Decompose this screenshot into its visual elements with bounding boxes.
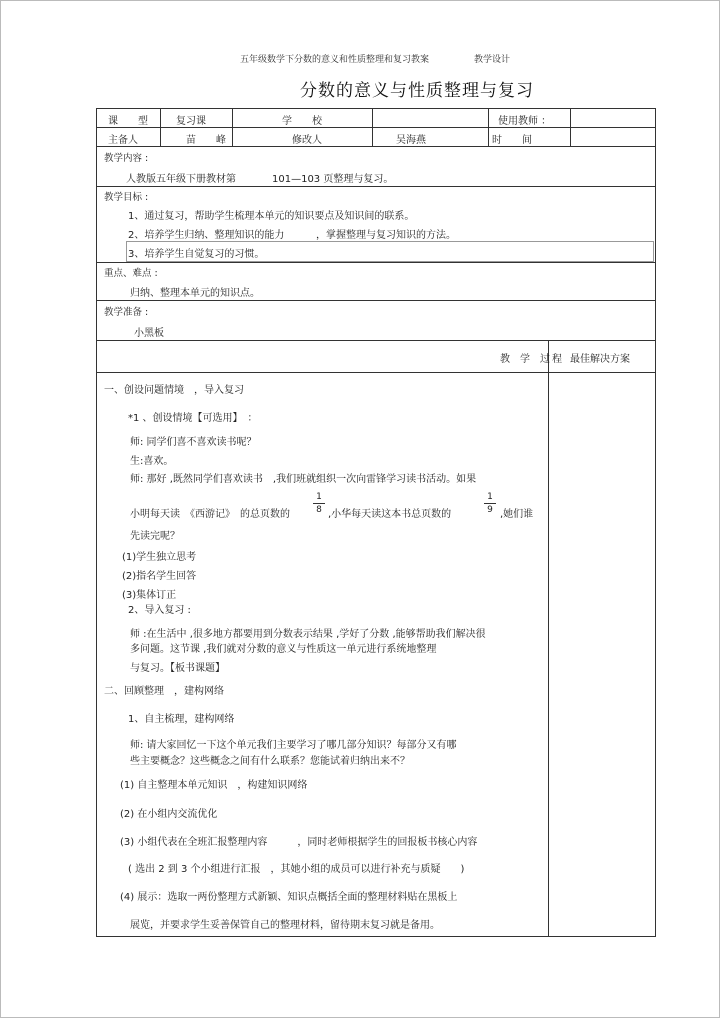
p1-line6: 先读完呢？ bbox=[130, 531, 180, 542]
divider bbox=[96, 146, 656, 147]
fraction-denominator: 9 bbox=[487, 505, 493, 515]
cell-editor-label: 修改人 bbox=[292, 135, 322, 146]
prep-text: 小黑板 bbox=[134, 328, 164, 339]
goal-1: 1、通过复习，帮助学生梳理本单元的知识要点及知识间的联系。 bbox=[128, 211, 415, 222]
p1-line12: 多问题。这节课 ,我们就对分数的意义与性质这一单元进行系统地整理 bbox=[130, 644, 437, 655]
p2-line3: 些主要概念？这些概念之间有什么联系？您能试着归纳出来不？ bbox=[130, 756, 410, 767]
cell-teacher-label: 使用教师 ： bbox=[498, 116, 552, 127]
divider bbox=[96, 262, 656, 263]
divider bbox=[96, 340, 656, 341]
divider bbox=[96, 186, 656, 187]
divider bbox=[96, 300, 656, 301]
process-label-end: 程 bbox=[552, 354, 562, 365]
process-label: 教 学 过 bbox=[500, 354, 550, 365]
p2-line8: (4) 展示：选取一两份整理方式新颖、知识点概括全面的整理材料贴在黑板上 bbox=[120, 892, 458, 903]
cell-course-type-label: 课 型 bbox=[108, 116, 148, 127]
p2-line7: ( 选出 2 到 3 个小组进行汇报 ，其她小组的成员可以进行补充与质疑 ) bbox=[128, 864, 465, 875]
cell-course-type-value: 复习课 bbox=[176, 116, 206, 127]
content-label: 教学内容 : bbox=[104, 153, 149, 164]
header-right: 教学设计 bbox=[474, 55, 511, 65]
fraction-numerator: 1 bbox=[316, 492, 322, 502]
key-text: 归纳、整理本单元的知识点。 bbox=[130, 288, 260, 299]
divider bbox=[160, 108, 161, 146]
goal-label: 教学目标 : bbox=[104, 192, 149, 203]
divider bbox=[372, 108, 373, 146]
divider bbox=[232, 108, 233, 146]
cell-lead-value: 苗 峰 bbox=[186, 135, 226, 146]
goal-2a: 2、培养学生归纳、整理知识的能力 bbox=[128, 230, 285, 241]
p2-line5: (2) 在小组内交流优化 bbox=[120, 809, 218, 820]
divider bbox=[96, 372, 656, 373]
divider bbox=[570, 108, 571, 146]
goal-3: 3、培养学生自觉复习的习惯。 bbox=[128, 249, 265, 260]
divider bbox=[488, 108, 489, 146]
p2-line4: (1) 自主整理本单元知识 ，构建知识网络 bbox=[120, 780, 308, 791]
cell-editor-value: 吴海燕 bbox=[396, 135, 426, 146]
fraction-bar bbox=[484, 503, 496, 504]
fraction-one-ninth bbox=[484, 492, 496, 515]
part1-title: 一、创设问题情境 ，导入复习 bbox=[104, 385, 244, 396]
p1-line5c: ,她们谁 bbox=[500, 509, 534, 520]
content-text-b: 101—103 页整理与复习。 bbox=[272, 174, 394, 185]
key-label: 重点、难点 : bbox=[104, 268, 158, 279]
p2-line9: 展览，并要求学生妥善保管自己的整理材料，留待期末复习就是备用。 bbox=[130, 920, 440, 931]
header-left: 五年级数学下分数的意义和性质整理和复习教案 bbox=[240, 55, 430, 65]
p2-line1: 1、自主梳理，建构网络 bbox=[128, 714, 235, 725]
divider bbox=[548, 340, 549, 937]
goal-2b: ，掌握整理与复习知识的方法。 bbox=[316, 230, 456, 241]
p1-line1: *1 、创设情境【可选用】 ： bbox=[128, 413, 258, 424]
p1-line5b: ,小华每天读这本书总页数的 bbox=[328, 509, 452, 520]
fraction-one-eighth bbox=[313, 492, 325, 515]
p1-line13: 与复习。【板书课题】 bbox=[130, 663, 225, 674]
part2-title: 二、回顾整理 ，建构网络 bbox=[104, 686, 224, 697]
fraction-bar bbox=[313, 503, 325, 504]
prep-label: 教学准备 : bbox=[104, 307, 149, 318]
cell-time-label: 时 间 bbox=[492, 135, 532, 146]
p1-line11: 师 :在生活中 ,很多地方都要用到分数表示结果 ,学好了分数 ,能够帮助我们解决很 bbox=[130, 629, 486, 640]
fraction-numerator: 1 bbox=[487, 492, 493, 502]
cell-school-label: 学 校 bbox=[282, 116, 322, 127]
fraction-denominator: 8 bbox=[316, 505, 322, 515]
page-title: 分数的意义与性质整理与复习 bbox=[300, 81, 534, 101]
p1-line4: 师: 那好 ,既然同学们喜欢读书 ,我们班就组织一次向雷锋学习读书活动。如果 bbox=[130, 474, 477, 485]
divider bbox=[96, 127, 656, 128]
p2-line6: (3) 小组代表在全班汇报整理内容 ，同时老师根据学生的回报板书核心内容 bbox=[120, 837, 478, 848]
p1-line7: (1)学生独立思考 bbox=[122, 552, 197, 563]
content-text-a: 人教版五年级下册教材第 bbox=[126, 174, 236, 185]
p2-line2: 师: 请大家回忆一下这个单元我们主要学习了哪几部分知识？每部分又有哪 bbox=[130, 740, 457, 751]
cell-lead-label: 主备人 bbox=[108, 135, 138, 146]
p1-line10: 2、导入复习 : bbox=[128, 605, 191, 616]
p1-line3: 生:喜欢。 bbox=[130, 456, 174, 467]
p1-line8: (2)指名学生回答 bbox=[122, 571, 197, 582]
best-solution-label: 最佳解决方案 bbox=[570, 354, 630, 365]
p1-line5a: 小明每天读 《西游记》 的总页数的 bbox=[130, 509, 290, 520]
p1-line9: (3)集体订正 bbox=[122, 590, 177, 601]
p1-line2: 师: 同学们喜不喜欢读书呢？ bbox=[130, 437, 257, 448]
